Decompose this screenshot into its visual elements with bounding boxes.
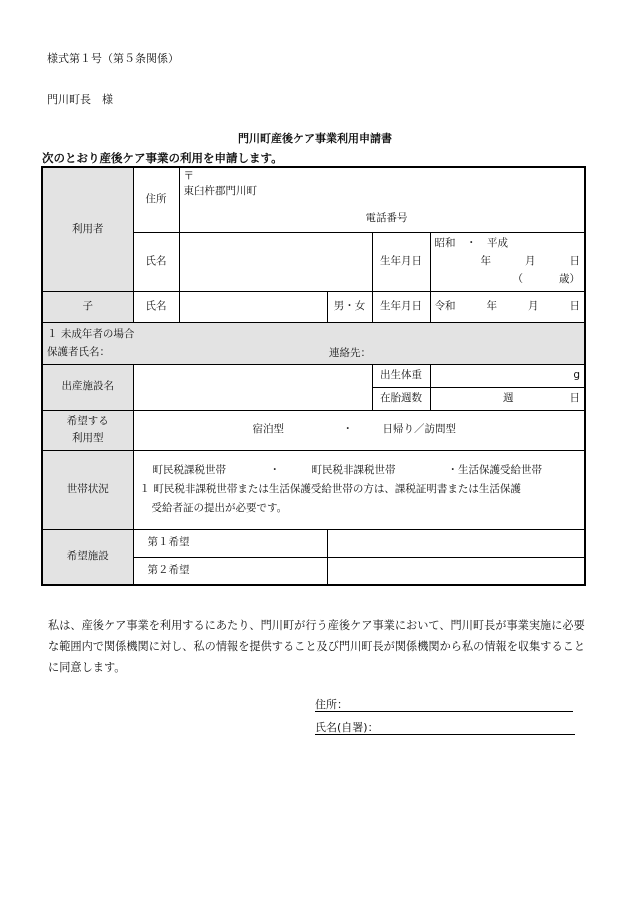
- child-label: 子: [42, 291, 133, 322]
- contact-label: 連絡先：: [329, 346, 371, 359]
- usage-type-options[interactable]: [133, 410, 585, 450]
- usage-day-option[interactable]: 日帰り／訪問型: [382, 423, 456, 436]
- gestation-field[interactable]: [430, 387, 585, 410]
- household-options[interactable]: [133, 450, 585, 529]
- birth-weight-field[interactable]: [430, 364, 585, 387]
- minor-guardian-row[interactable]: [42, 322, 585, 364]
- household-option-taxable[interactable]: 町民税課税世帯: [152, 464, 226, 476]
- child-day-label: 日: [569, 299, 580, 312]
- usage-stay-option[interactable]: 宿泊型: [252, 423, 284, 436]
- phone-label: 電話番号: [365, 212, 408, 224]
- name-label: 氏名: [133, 232, 179, 291]
- week-unit: 週: [503, 391, 514, 404]
- address-field[interactable]: [179, 167, 585, 232]
- consent-declaration: 私は、産後ケア事業を利用するにあたり、門川町が行う産後ケア事業において、門川町長が事業実施に必要な範囲内で関係機関に対し、私の情報を提供すること及び門川町長が関係機関から私の情報を収集することに同意します。: [48, 619, 586, 674]
- child-birthdate-field[interactable]: [430, 291, 585, 322]
- era-options: 昭和 ・ 平成: [434, 236, 508, 249]
- application-table: [41, 166, 586, 586]
- child-year-label: 年: [486, 299, 497, 312]
- facility-label: 出産施設名: [42, 364, 133, 410]
- gestation-label: 在胎週数: [372, 387, 430, 410]
- birthdate-label: 生年月日: [372, 232, 430, 291]
- usage-type-label: [42, 410, 133, 450]
- child-name-label: 氏名: [133, 291, 179, 322]
- form-number: 様式第１号（第５条関係）: [47, 52, 179, 65]
- child-era: 令和: [434, 299, 456, 312]
- signature-address-line[interactable]: [315, 711, 573, 712]
- addressee: 門川町長 様: [47, 93, 113, 106]
- usage-separator: ・: [342, 423, 353, 436]
- signature-name-label: 氏名(自署)：: [315, 721, 379, 734]
- household-option-welfare[interactable]: ・生活保護受給世帯: [447, 464, 542, 476]
- signature-address-label: 住所：: [315, 698, 348, 711]
- pref-2-label: 第２希望: [133, 557, 327, 585]
- sex-options[interactable]: 男・女: [327, 291, 372, 322]
- day-unit: 日: [569, 391, 580, 404]
- household-note-line2: 受給者証の提出が必要です。: [151, 502, 288, 514]
- age-open: （: [512, 272, 523, 285]
- postal-mark: 〒: [183, 170, 194, 182]
- address-value: 東臼杵郡門川町: [183, 185, 257, 198]
- household-option-nontaxable[interactable]: 町民税非課税世帯: [311, 464, 396, 476]
- form-lead-text: 次のとおり産後ケア事業の利用を申請します。: [42, 151, 283, 165]
- usage-type-label-line2: 利用型: [72, 432, 104, 444]
- address-label: 住所: [133, 167, 179, 232]
- user-label: 利用者: [42, 167, 133, 291]
- pref-1-label: 第１希望: [133, 529, 327, 557]
- facility-pref-label: 希望施設: [42, 529, 133, 585]
- guardian-name-label: 保護者氏名：: [47, 346, 110, 358]
- age-close: 歳）: [559, 272, 580, 285]
- day-label: 日: [569, 254, 580, 267]
- facility-field[interactable]: [133, 364, 372, 410]
- pref-1-field[interactable]: [327, 529, 585, 557]
- household-note-line1: １ 町民税非課税世帯または生活保護受給世帯の方は、課税証明書または生活保護: [139, 483, 521, 495]
- child-birthdate-label: 生年月日: [372, 291, 430, 322]
- child-name-field[interactable]: [179, 291, 327, 322]
- name-field[interactable]: [179, 232, 372, 291]
- month-label: 月: [525, 254, 536, 267]
- usage-type-label-line1: 希望する: [66, 415, 109, 427]
- pref-2-field[interactable]: [327, 557, 585, 585]
- birthdate-field[interactable]: [430, 232, 585, 291]
- minor-case-label: １ 未成年者の場合: [47, 328, 135, 340]
- household-separator: ・: [269, 464, 280, 476]
- year-label: 年: [480, 254, 491, 267]
- child-month-label: 月: [528, 299, 539, 312]
- birth-weight-label: 出生体重: [372, 364, 430, 387]
- weight-unit: g: [573, 368, 580, 381]
- form-title: 門川町産後ケア事業利用申請書: [238, 132, 392, 145]
- signature-name-line[interactable]: [315, 734, 575, 735]
- household-label: 世帯状況: [42, 450, 133, 529]
